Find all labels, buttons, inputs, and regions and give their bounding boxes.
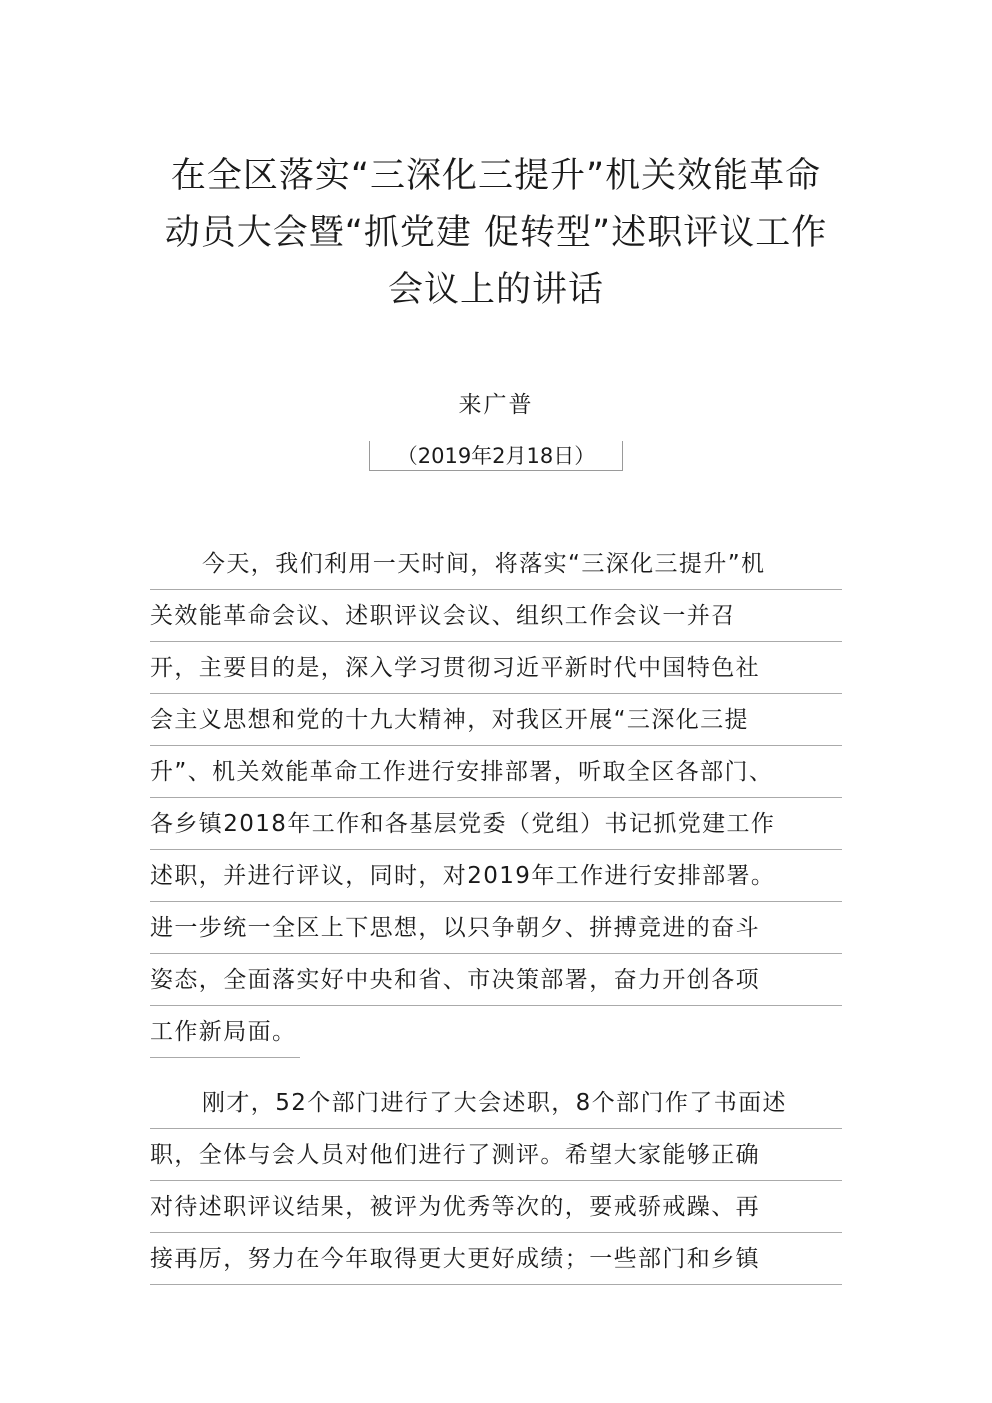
text-line: 刚才，52个部门进行了大会述职，8个部门作了书面述 — [150, 1077, 842, 1129]
paragraph-2 — [150, 1077, 842, 1285]
author-name: 来广普 — [458, 392, 534, 418]
text-line: 述职，并进行评议，同时，对2019年工作进行安排部署。 — [150, 850, 842, 902]
paragraph-1 — [150, 538, 842, 1077]
text-line: 开，主要目的是，深入学习贯彻习近平新时代中国特色社 — [150, 642, 842, 694]
title-line-3: 会议上的讲话 — [387, 270, 604, 310]
text-line: 姿态，全面落实好中央和省、市决策部署，奋力开创各项 — [150, 954, 842, 1006]
document-title — [140, 148, 852, 319]
text-line: 职，全体与会人员对他们进行了测评。希望大家能够正确 — [150, 1129, 842, 1181]
title-line-2: 动员大会暨“抓党建 促转型”述职评议工作 — [164, 213, 828, 253]
text-line: 升”、机关效能革命工作进行安排部署，听取全区各部门、 — [150, 746, 842, 798]
text-line: 会主义思想和党的十九大精神，对我区开展“三深化三提 — [150, 694, 842, 746]
text-line: 进一步统一全区上下思想，以只争朝夕、拼搏竞进的奋斗 — [150, 902, 842, 954]
text-line: 今天，我们利用一天时间，将落实“三深化三提升”机 — [150, 538, 842, 590]
text-line: 接再厉，努力在今年取得更大更好成绩；一些部门和乡镇 — [150, 1233, 842, 1285]
text-line: 工作新局面。 — [150, 1006, 300, 1058]
text-line: 各乡镇2018年工作和各基层党委（党组）书记抓党建工作 — [150, 798, 842, 850]
body-text — [150, 538, 842, 1285]
text-line: 对待述职评议结果，被评为优秀等次的，要戒骄戒躁、再 — [150, 1181, 842, 1233]
text-line: 关效能革命会议、述职评议会议、组织工作会议一并召 — [150, 590, 842, 642]
speech-date: （2019年2月18日） — [369, 441, 623, 471]
title-line-1: 在全区落实“三深化三提升”机关效能革命 — [170, 156, 822, 196]
